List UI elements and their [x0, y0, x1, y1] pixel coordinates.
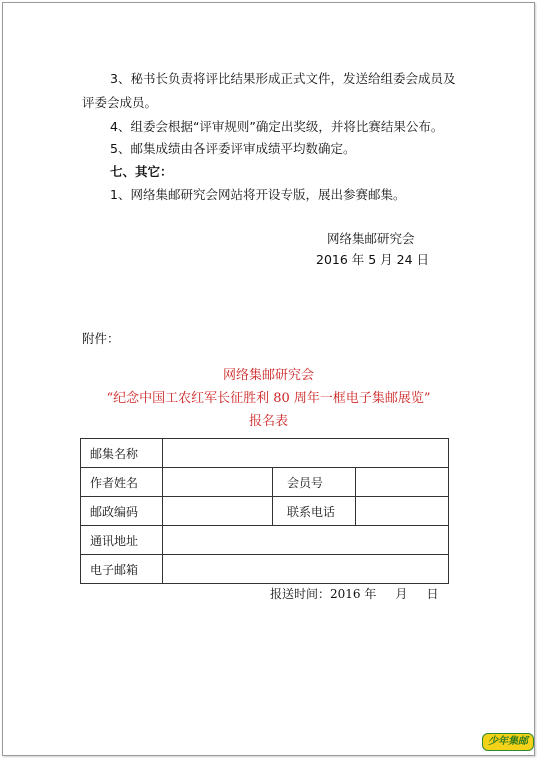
email-field[interactable]	[163, 555, 449, 584]
table-row	[81, 526, 449, 555]
organization-signature: 网络集邮研究会	[327, 231, 415, 246]
phone-field[interactable]	[356, 497, 449, 526]
address-label: 通讯地址	[81, 526, 163, 555]
table-row	[81, 468, 449, 497]
table-row	[81, 555, 449, 584]
album-name-field[interactable]	[163, 439, 449, 468]
registration-form-table	[80, 438, 449, 584]
paragraph-4: 4、组委会根据“评审规则”确定出奖级，并将比赛结果公布。	[110, 119, 444, 134]
postcode-field[interactable]	[163, 497, 273, 526]
postcode-label: 邮政编码	[81, 497, 163, 526]
attachment-label: 附件：	[82, 331, 120, 346]
paragraph-3-line2: 评委会成员。	[82, 95, 158, 110]
member-number-label: 会员号	[273, 468, 356, 497]
section-7-heading: 七、其它：	[110, 164, 173, 179]
watermark-logo: 少年集邮	[482, 733, 534, 751]
album-name-label: 邮集名称	[81, 439, 163, 468]
member-number-field[interactable]	[356, 468, 449, 497]
table-row	[81, 497, 449, 526]
submit-date-line: 报送时间：2016 年 月 日	[270, 587, 439, 601]
section-7-item-1: 1、网络集邮研究会网站将开设专版，展出参赛邮集。	[110, 187, 406, 202]
paragraph-5: 5、邮集成绩由各评委评审成绩平均数确定。	[110, 141, 356, 156]
address-field[interactable]	[163, 526, 449, 555]
author-name-field[interactable]	[163, 468, 273, 497]
table-row	[81, 439, 449, 468]
author-name-label: 作者姓名	[81, 468, 163, 497]
signature-date: 2016 年 5 月 24 日	[316, 252, 430, 267]
form-title-exhibition: “纪念中国工农红军长征胜利 80 周年一框电子集邮展览”	[106, 391, 431, 406]
form-title-registration: 报名表	[248, 414, 288, 429]
paragraph-3-line1: 3、秘书长负责将评比结果形成正式文件，发送给组委会成员及	[110, 71, 456, 86]
phone-label: 联系电话	[273, 497, 356, 526]
email-label: 电子邮箱	[81, 555, 163, 584]
form-title-org: 网络集邮研究会	[222, 368, 314, 383]
